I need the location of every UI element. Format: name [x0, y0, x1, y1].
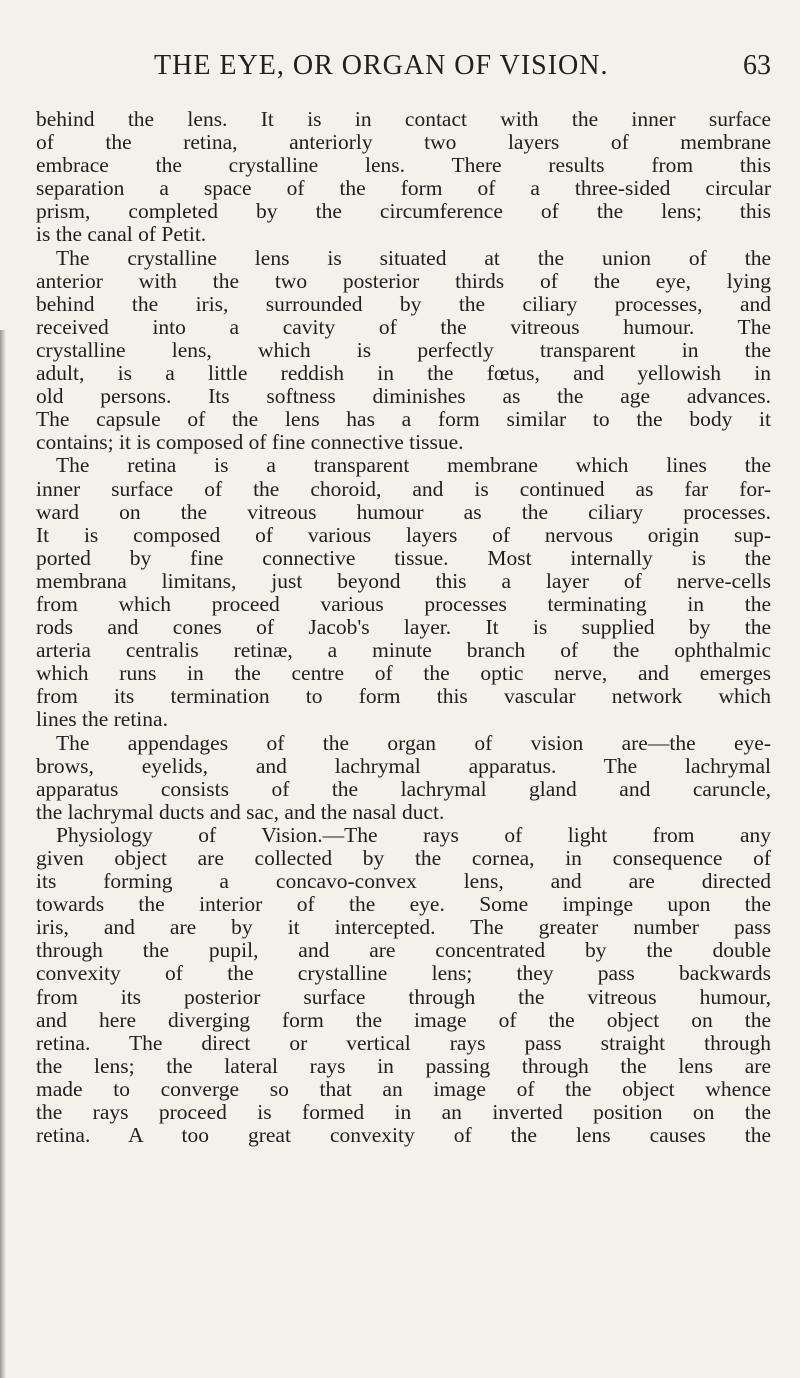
text-line: crystalline lens, which is perfectly transparent in the: [36, 337, 771, 362]
text-line: its forming a concavo-convex lens, and are directed: [36, 869, 771, 894]
text-line: rods and cones of Jacob's layer. It is supplied by the: [36, 615, 771, 640]
text-line: brows, eyelids, and lachrymal apparatus. The lachrymal: [36, 753, 771, 778]
text-line: behind the lens. It is in contact with the inner surface: [36, 107, 771, 131]
text-line: from its termination to form this vascular network which: [36, 684, 771, 709]
text-line: from its posterior surface through the vitreous humour,: [36, 984, 771, 1009]
text-line: the lens; the lateral rays in passing through the lens are: [36, 1053, 771, 1078]
text-line: which runs in the centre of the optic nerve, and emerges: [36, 661, 771, 686]
text-line: It is composed of various layers of nervous origin sup-: [36, 522, 771, 547]
text-line: Physiology of Vision.—The rays of light from any: [56, 822, 771, 847]
text-line: anterior with the two posterior thirds of the eye, lying: [36, 268, 771, 293]
text-line: the lachrymal ducts and sac, and the nasal duct.: [36, 799, 445, 824]
text-line: the rays proceed is formed in an inverted position on the: [36, 1100, 771, 1125]
text-line: The retina is a transparent membrane which lines the: [56, 453, 771, 478]
text-line: adult, is a little reddish in the fœtus, and yellowish in: [36, 361, 771, 386]
text-line: The crystalline lens is situated at the union of the: [56, 245, 771, 270]
text-line: iris, and are by it intercepted. The greater number pass: [36, 915, 771, 940]
page-number: 63: [743, 50, 771, 81]
text-line: given object are collected by the cornea, in consequence of: [36, 846, 771, 870]
text-line: contains; it is composed of fine connective tissue.: [36, 430, 464, 455]
text-line: prism, completed by the circumference of the lens; this: [36, 199, 771, 224]
page-gutter-shadow: [0, 330, 6, 1378]
text-line: retina. The direct or vertical rays pass straight through: [36, 1030, 771, 1055]
running-title: THE EYE, OR ORGAN OF VISION.: [154, 50, 609, 81]
text-line: old persons. Its softness diminishes as the age advances.: [36, 384, 771, 409]
text-line: The capsule of the lens has a form similar to the body it: [36, 407, 771, 432]
text-line: membrana limitans, just beyond this a layer of nerve-cells: [36, 568, 771, 593]
text-line: is the canal of Petit.: [36, 222, 207, 247]
text-line: ward on the vitreous humour as the ciliary processes.: [36, 499, 771, 524]
text-line: towards the interior of the eye. Some impinge upon the: [36, 892, 771, 917]
text-line: received into a cavity of the vitreous humour. The: [36, 314, 771, 339]
text-line: ported by fine connective tissue. Most internally is the: [36, 545, 771, 570]
text-line: made to converge so that an image of the object whence: [36, 1076, 771, 1101]
text-line: from which proceed various processes terminating in the: [36, 591, 771, 616]
text-line: of the retina, anteriorly two layers of membrane: [36, 130, 771, 155]
text-line: embrace the crystalline lens. There results from this: [36, 153, 771, 178]
body-text: [36, 108, 771, 1147]
text-line: lines the retina.: [36, 707, 168, 732]
text-line: retina. A too great convexity of the lens causes the: [36, 1123, 771, 1148]
text-line: through the pupil, and are concentrated by the double: [36, 938, 771, 963]
text-line: apparatus consists of the lachrymal gland and caruncle,: [36, 776, 771, 801]
text-line: The appendages of the organ of vision are—the eye-: [56, 730, 771, 755]
text-line: behind the iris, surrounded by the ciliary processes, and: [36, 291, 771, 316]
text-line: arteria centralis retinæ, a minute branch of the ophthalmic: [36, 638, 771, 663]
text-line: convexity of the crystalline lens; they pass backwards: [36, 961, 771, 986]
text-line: inner surface of the choroid, and is continued as far for-: [36, 476, 771, 501]
running-head: [36, 50, 771, 90]
text-line: and here diverging form the image of the object on the: [36, 1007, 771, 1032]
text-line: separation a space of the form of a three-sided circular: [36, 176, 771, 201]
